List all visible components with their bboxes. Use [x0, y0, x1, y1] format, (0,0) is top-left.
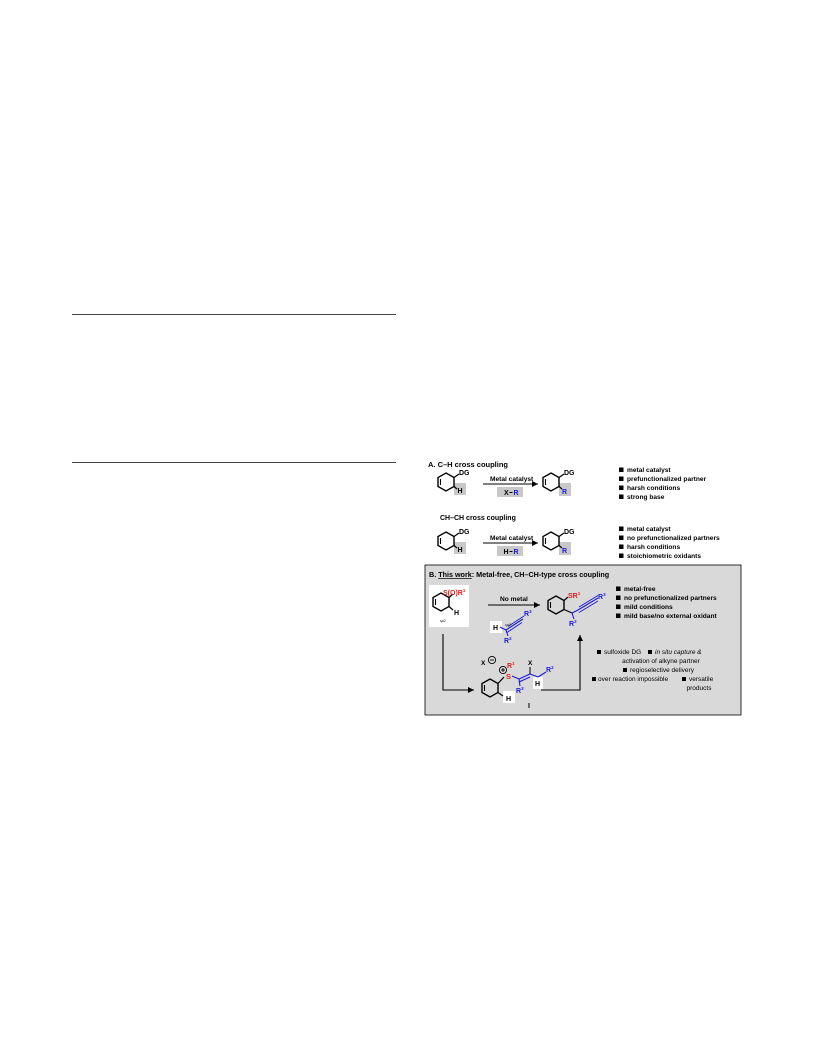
row1-reagent-x: X [504, 490, 509, 497]
b-feature-l4a: over reaction impossible [598, 676, 669, 683]
row1-prod-r: R [562, 489, 568, 496]
b-prod-sr-main: SR [568, 593, 578, 600]
panel-b-title [429, 570, 609, 579]
row2-bullet: stoichiometric oxidants [627, 553, 702, 560]
b-sm-sulfoxide [443, 588, 466, 597]
b-alkyne-h: H [493, 625, 499, 632]
b-int-r1-main: R [507, 663, 513, 670]
b-alkyne-r2-main: R [504, 638, 510, 645]
b-alkyne-sp3: sp3 [505, 623, 511, 627]
row1-bullet: strong base [627, 494, 665, 501]
b-feature-l2: activation of alkyne partner [622, 658, 700, 665]
b-alkyne-r3-main: R [524, 611, 530, 618]
row1-sm-h: H [457, 488, 463, 495]
row1-sm-dg: DG [459, 470, 470, 477]
this-work-label: This work [438, 570, 472, 579]
b-int-h-right: H [535, 681, 541, 688]
b-sm-r1: R [457, 590, 463, 597]
row1-bullet: prefunctionalized partner [627, 476, 707, 483]
b-bullet: metal-free [624, 586, 656, 593]
panel-b-box [425, 565, 741, 715]
b-feature-l4b: versatile [689, 676, 714, 683]
b-bullet: no prefunctionalized partners [624, 595, 717, 602]
row1-reaction-arrow [483, 476, 538, 497]
b-int-r2-sup: 2 [551, 665, 554, 670]
b-prod-r3-sup: 3 [603, 592, 606, 597]
b-sm-h: H [454, 610, 460, 617]
b-int-r2-main: R [546, 667, 552, 674]
b-prod-r3-main: R [598, 594, 604, 601]
horizontal-rule-top [72, 314, 396, 315]
row2-bullet-list [619, 526, 720, 560]
panel-b-title-rest: : Metal-free, CH–CH-type cross coupling [471, 570, 610, 579]
row2-product [543, 529, 575, 555]
row2-prod-dg: DG [564, 529, 575, 536]
b-feature-l1a: sulfoxide DG [604, 649, 642, 656]
b-sm-s-o: S(O) [443, 590, 458, 597]
b-alkyne-r2-sup: 2 [509, 636, 512, 641]
reaction-scheme-figure [420, 455, 745, 717]
b-int-s: S [506, 672, 512, 681]
row1-arrow-label: Metal catalyst [490, 476, 534, 483]
b-alkyne-r3-sup: 3 [529, 609, 532, 614]
row1-bullet: metal catalyst [627, 467, 671, 474]
row2-sm-h: H [457, 547, 463, 554]
b-bullet: mild base/no external oxidant [624, 613, 717, 620]
row2-bullet: harsh conditions [627, 544, 681, 551]
row1-bullet-list [619, 467, 707, 501]
row2-bullet: metal catalyst [627, 526, 671, 533]
row2-reagent-h: H [503, 549, 509, 556]
b-prod-r2-sup: 2 [574, 619, 577, 624]
b-int-x-anion: X [481, 660, 486, 667]
row1-product [543, 470, 575, 496]
row2-bullet: no prefunctionalized partners [627, 535, 720, 542]
row2-reaction-arrow [483, 535, 538, 556]
b-prod-sr-sup: 1 [577, 591, 581, 596]
b-bullet: mild conditions [624, 604, 673, 611]
b-sm-r1-sup: 1 [462, 588, 466, 593]
row1-starting-material [438, 470, 470, 495]
b-feature-l5: products [686, 685, 712, 692]
row2-reagent-r: R [513, 549, 519, 556]
row1-prod-dg: DG [564, 470, 575, 477]
panel-a-title: A. C–H cross coupling [428, 460, 509, 469]
row2-sm-dg: DG [459, 529, 470, 536]
b-int-label: I [528, 703, 530, 710]
b-int-x: X [528, 660, 533, 667]
row2-arrow-label: Metal catalyst [490, 535, 534, 542]
b-feature-l3: regioselective delivery [630, 667, 694, 674]
b-arrow-label: No metal [500, 596, 528, 603]
panel-a-subtitle: CH–CH cross coupling [440, 515, 516, 522]
b-feature-l1b: in situ capture & [655, 649, 702, 656]
row1-reagent-r: R [513, 490, 519, 497]
row2-prod-r: R [562, 548, 568, 555]
b-int-r3-main: R [516, 688, 522, 695]
b-prod-r2-main: R [569, 621, 575, 628]
panel-b-label: B. [429, 570, 437, 579]
horizontal-rule-bottom [72, 462, 396, 463]
b-int-r1-sup: 1 [512, 661, 515, 666]
b-int-r3-sup: 3 [521, 686, 524, 691]
row2-starting-material [438, 529, 470, 554]
row1-bullet: harsh conditions [627, 485, 681, 492]
b-int-h-left: H [506, 696, 512, 703]
b-sm-sp2: sp2 [440, 619, 446, 623]
